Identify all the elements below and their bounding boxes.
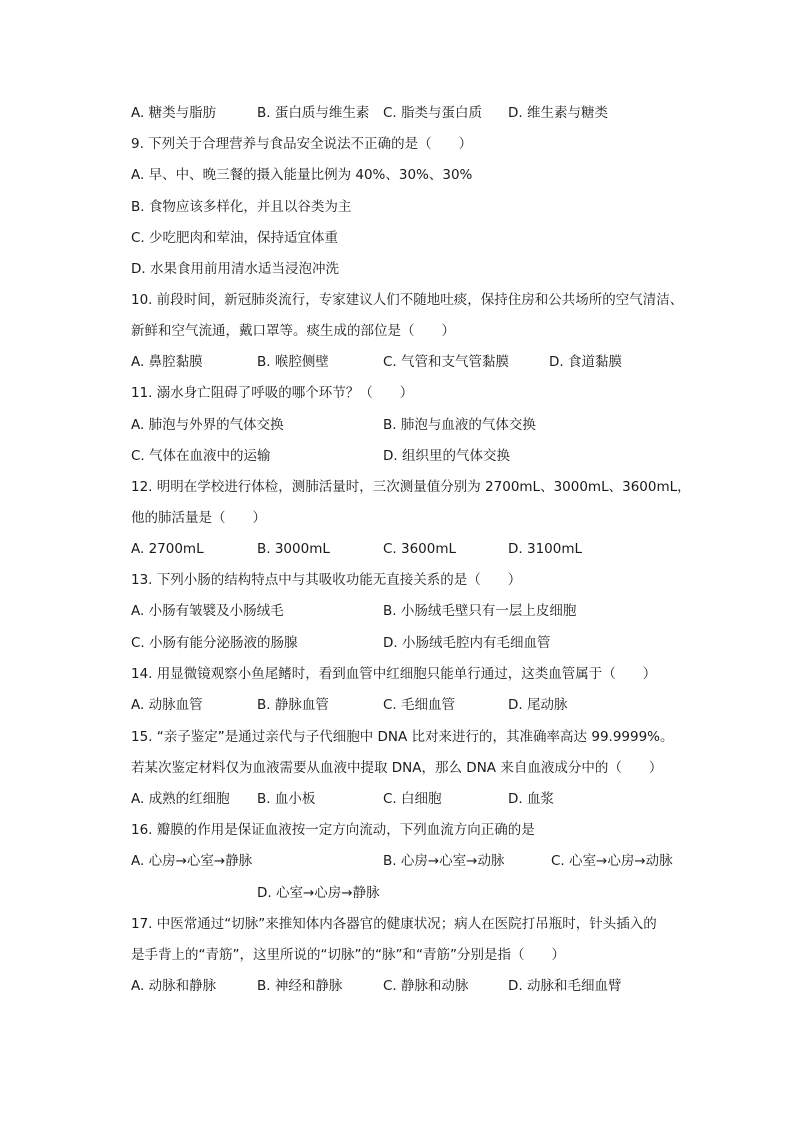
q12-option-c: C. 3600mL <box>383 541 457 557</box>
q11-stem: 11. 溺水身亡阻碍了呼吸的哪个环节？（ ） <box>131 385 414 401</box>
q17-option-c: C. 静脉和动脉 <box>383 978 469 994</box>
q17-option-d: D. 动脉和毛细血臂 <box>508 978 622 994</box>
q17-option-b: B. 神经和静脉 <box>257 978 343 994</box>
q8-option-a: A. 糖类与脂肪 <box>131 105 217 121</box>
q9-stem: 9. 下列关于合理营养与食品安全说法不正确的是（ ） <box>131 136 473 152</box>
q17-stem-line1: 17. 中医常通过“切脉”来推知体内各器官的健康状况；病人在医院打吊瓶时，针头插入的 <box>131 916 657 932</box>
q11-option-d: D. 组织里的气体交换 <box>383 448 510 464</box>
q10-option-b: B. 喉腔侧壁 <box>257 354 329 370</box>
q14-option-a: A. 动脉血管 <box>131 697 203 713</box>
q12-stem-line1: 12. 明明在学校进行体检，测肺活量时，三次测量值分别为 2700mL、3000mL、3600mL， <box>131 479 691 495</box>
q9-option-d: D. 水果食用前用清水适当浸泡冲洗 <box>131 261 339 277</box>
q11-option-a: A. 肺泡与外界的气体交换 <box>131 417 284 433</box>
q17-option-a: A. 动脉和静脉 <box>131 978 217 994</box>
q11-option-b: B. 肺泡与血液的气体交换 <box>383 417 536 433</box>
q11-option-c: C. 气体在血液中的运输 <box>131 448 271 464</box>
q10-option-d: D. 食道黏膜 <box>549 354 622 370</box>
q13-option-c: C. 小肠有能分泌肠液的肠腺 <box>131 635 298 651</box>
q16-option-a: A. 心房→心室→静脉 <box>131 853 253 869</box>
q15-stem-line2: 若某次鉴定材料仅为血液需要从血液中提取 DNA，那么 DNA 来自血液成分中的（ ） <box>131 760 663 776</box>
q10-option-a: A. 鼻腔黏膜 <box>131 354 203 370</box>
q14-option-b: B. 静脉血管 <box>257 697 329 713</box>
q13-option-a: A. 小肠有皱襞及小肠绒毛 <box>131 603 284 619</box>
q13-option-b: B. 小肠绒毛壁只有一层上皮细胞 <box>383 603 577 619</box>
q16-option-c: C. 心室→心房→动脉 <box>551 853 673 869</box>
q12-stem-line2: 他的肺活量是（ ） <box>131 510 266 526</box>
q15-option-c: C. 白细胞 <box>383 791 442 807</box>
q12-option-d: D. 3100mL <box>508 541 583 557</box>
q15-option-d: D. 血浆 <box>508 791 554 807</box>
q9-option-c: C. 少吃肥肉和荤油，保持适宜体重 <box>131 230 339 246</box>
q8-option-d: D. 维生素与糖类 <box>508 105 608 121</box>
q15-stem-line1: 15. “亲子鉴定”是通过亲代与子代细胞中 DNA 比对来进行的，其准确率高达 99.9999%。 <box>131 729 674 745</box>
q16-option-d: D. 心室→心房→静脉 <box>257 885 380 901</box>
q13-stem: 13. 下列小肠的结构特点中与其吸收功能无直接关系的是（ ） <box>131 572 522 588</box>
q17-stem-line2: 是手背上的“青筋”，这里所说的“切脉”的“脉”和“青筋”分别是指（ ） <box>131 947 565 963</box>
q8-option-c: C. 脂类与蛋白质 <box>383 105 483 121</box>
q9-option-b: B. 食物应该多样化，并且以谷类为主 <box>131 199 352 215</box>
q10-stem-line2: 新鲜和空气流通，戴口罩等。痰生成的部位是（ ） <box>131 323 455 339</box>
q16-stem: 16. 瓣膜的作用是保证血液按一定方向流动，下列血流方向正确的是 <box>131 822 535 838</box>
q14-option-d: D. 尾动脉 <box>508 697 568 713</box>
q8-option-b: B. 蛋白质与维生素 <box>257 105 370 121</box>
q16-option-b: B. 心房→心室→动脉 <box>383 853 505 869</box>
q9-option-a: A. 早、中、晚三餐的摄入能量比例为 40%、30%、30% <box>131 167 473 183</box>
q13-option-d: D. 小肠绒毛腔内有毛细血管 <box>383 635 551 651</box>
q15-option-b: B. 血小板 <box>257 791 316 807</box>
q15-option-a: A. 成熟的红细胞 <box>131 791 230 807</box>
q10-option-c: C. 气管和支气管黏膜 <box>383 354 510 370</box>
q10-stem-line1: 10. 前段时间，新冠肺炎流行，专家建议人们不随地吐痰，保持住房和公共场所的空气清洁、 <box>131 292 684 308</box>
q12-option-b: B. 3000mL <box>257 541 330 557</box>
q14-stem: 14. 用显微镜观察小鱼尾鳍时，看到血管中红细胞只能单行通过，这类血管属于（ ） <box>131 666 657 682</box>
q14-option-c: C. 毛细血管 <box>383 697 456 713</box>
q12-option-a: A. 2700mL <box>131 541 204 557</box>
